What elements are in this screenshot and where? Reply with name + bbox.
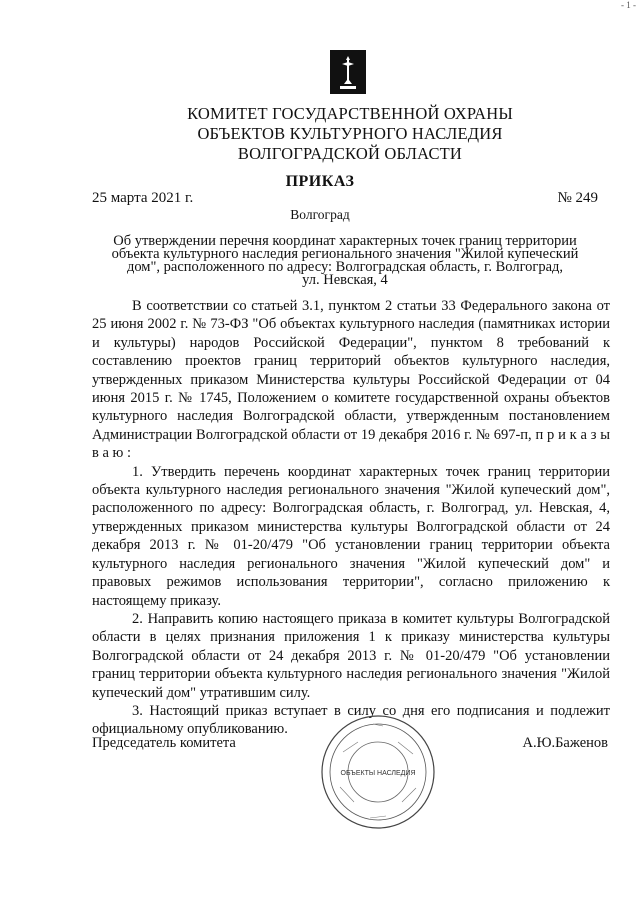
subject-line: объекта культурного наследия регионального значения "Жилой купеческий: [111, 246, 579, 262]
document-body: [92, 297, 610, 739]
org-line-1: КОМИТЕТ ГОСУДАРСТВЕННОЙ ОХРАНЫ: [187, 104, 513, 123]
document-subject: [92, 235, 598, 287]
signatory-position: Председатель комитета: [92, 735, 236, 751]
official-seal-icon: [318, 712, 438, 832]
org-line-2: ОБЪЕКТОВ КУЛЬТУРНОГО НАСЛЕДИЯ: [197, 124, 503, 143]
seal-text: ОБЪЕКТЫ НАСЛЕДИЯ: [340, 770, 416, 777]
coat-of-arms-icon: [330, 50, 366, 94]
subject-line: ул. Невская, 4: [302, 272, 388, 288]
body-paragraph-item-3: 3. Настоящий приказ вступает в силу со дня его подписания и подлежит официальному опубликованию.: [92, 702, 610, 738]
document-number: № 249: [557, 190, 598, 206]
document-city: Волгоград: [290, 207, 350, 222]
org-line-3: ВОЛГОГРАДСКОЙ ОБЛАСТИ: [237, 144, 463, 163]
signatory-name: А.Ю.Баженов: [522, 735, 608, 751]
subject-line: Об утверждении перечня координат характерных точек границ территории: [113, 233, 577, 249]
subject-line: дом", расположенного по адресу: Волгоградская область, г. Волгоград,: [126, 259, 564, 275]
document-date: 25 марта 2021 г.: [92, 190, 194, 206]
body-paragraph-item-2: 2. Направить копию настоящего приказа в комитет культуры Волгоградской области в целях признания приложения 1 к приказу министерства культуры Волгоградской области от 24 декабря 2013 г. № 01-20/479 "Об установлении границ территории объекта культурного наследия регионального значения "Жилой купеческий дом" утратившим силу.: [92, 610, 610, 701]
page-corner-mark: - 1 -: [621, 0, 636, 10]
body-paragraph-preamble: В соответствии со статьей 3.1, пунктом 2 статьи 33 Федерального закона от 25 июня 2002 г. № 73-ФЗ "Об объектах культурного наследия (памятниках истории и культуры) народов Российской Федерации", пунктом 8 требований к составлению проектов границ территорий объектов культурного наследия, утвержденных приказом Министерства культуры Российской Федерации от 04 июня 2015 г. № 1745, Положением о комитете государственной охраны объектов культурного наследия Волгоградской области, утвержденным постановлением Администрации Волгоградской области от 19 декабря 2016 г. № 697-п, п р и к а з ы в а ю :: [92, 298, 610, 462]
document-type: ПРИКАЗ: [285, 173, 355, 190]
organization-name: [140, 104, 560, 164]
body-paragraph-item-1: 1. Утвердить перечень координат характерных точек границ территории объекта культурного наследия регионального значения "Жилой купеческий дом", расположенного по адресу: Волгоградская область, г. Волгоград, ул. Невская, 4, утвержденных приказом министерства культуры Волгоградской области от 24 декабря 2013 г. № 01-20/479 "Об установлении границ территории объекта культурного наследия регионального значения "Жилой купеческий дом" и правовых режимов использования территории", согласно приложению к настоящему приказу.: [92, 463, 610, 609]
